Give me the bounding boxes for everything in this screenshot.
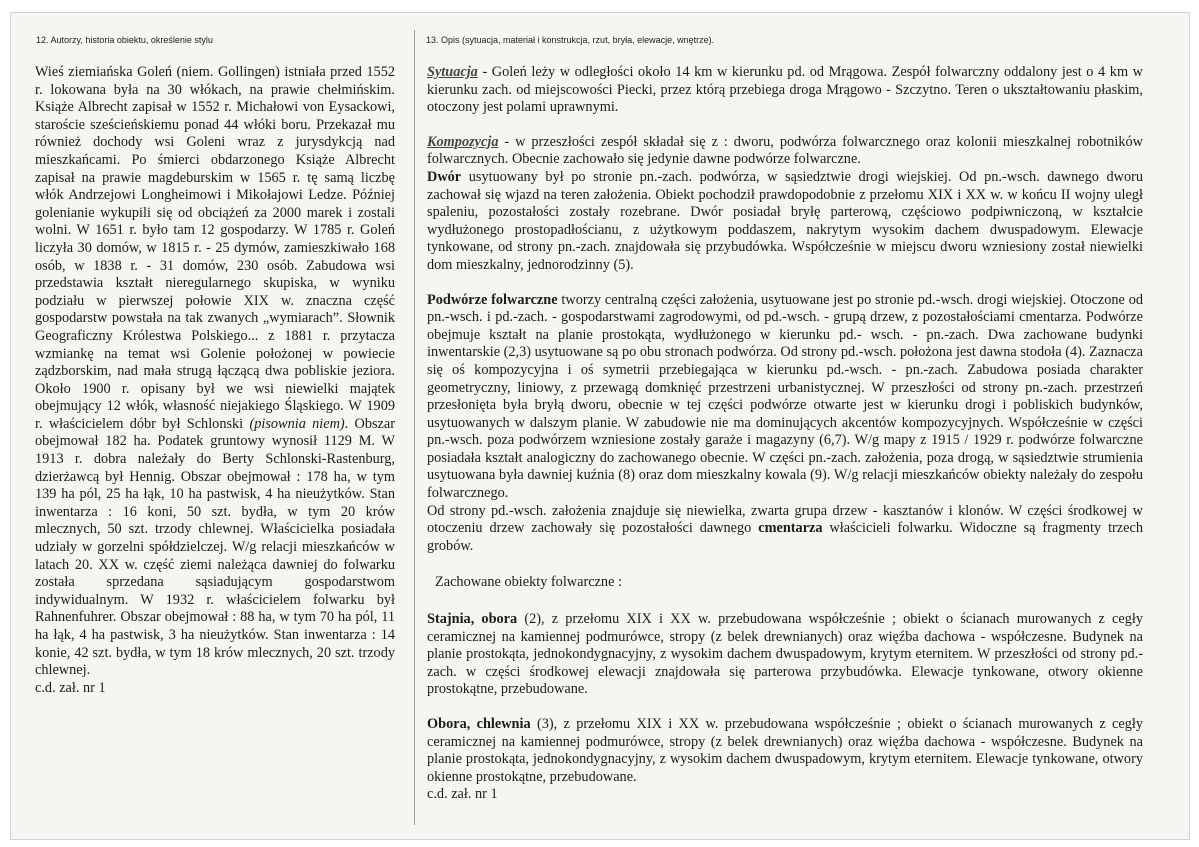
- dwor-text: usytuowany był po stronie pn.-zach. podwórza, w sąsiedztwie drogi wiejskiej. Od pn.-wsch. dawnego dworu zachował się wjazd na teren założenia. Obiekt pochodził prawdopodobnie z przełomu XIX i XX w. w końcu II wojny uległ spaleniu, pozostałości zostały rozebrane. Dwór posiadał bryłę parterową, częściowo podpiwniczoną, w kształcie wydłużonego prostopadłościanu, z użytkowym poddaszem, nakrytym wysokim dachem dwuspadowym. Elewacje tynkowane, od strony pn.-zach. znajdowała się przybudówka. Współcześnie w miejscu dworu wzniesiony został niewielki dom mieszkalny, jednorodzinny (5).: [427, 168, 1143, 273]
- dwor-paragraph: [427, 169, 1143, 275]
- left-section-header: 12. Autorzy, historia obiektu, określenie stylu: [36, 35, 213, 45]
- obora-paragraph: [427, 716, 1143, 786]
- history-text-part1: Wieś ziemiańska Goleń (niem. Gollingen) istniała przed 1552 r. lokowana była na 30 włókach, na prawie chełmińskim. Książe Albrecht zapisał w 1552 r. Michałowi von Eysackowi, staroście sześcieńskiemu ponad 44 włóki boru. Przekazał mu również dochody wsi Goleni wraz z jurysdykcją nad mieszkańcami. Po śmierci obdarzonego Książe Albrecht zapisał na prawie magdeburskim w 1565 r. tę samą liczbę włók Andrzejowi Longheimowi i Mikołajowi Ledze. Później golenianie wykupili się od obciążeń za 2000 marek i zostali wolni. W 1651 r. było tam 12 gospodarzy. W 1785 r. Goleń liczyła 30 domów, w 1815 r. - 25 dymów, zamieszkiwało 168 osób, w 1838 r. - 31 domów, 230 osób. Zabudowa wsi przedstawia kształt nieregularnego skupiska, w wyniku podziału w pierwszej połowie XIX w. znaczna część gospodarstw powstała na tak zwanych „wymiarach”. Słownik Geograficzny Królestwa Polskiego... z 1881 r. przytacza wzmiankę na temat wsi Golenie położonej w powiecie ządzborskim, nad mała strugą łączącą dwa pobliskie jeziora. Około 1900 r. opisany był we wsi niewielki majątek obejmujący 12 włók, własność niejakiego Śląskiego. W 1909 r. właścicielem dóbr był Schlonski: [35, 64, 395, 432]
- drzewa-text-2: właścicieli folwarku. Widoczne są fragmenty trzech grobów.: [427, 520, 1143, 554]
- sytuacja-text: - Goleń leży w odległości około 14 km w kierunku pd. od Mrągowa. Zespół folwarczny oddalony jest o 4 km w kierunku zach. od miejscowości Piecki, przez którą przebiega droga Mrągowo - Szczytno. Teren o ukształtowaniu płaskim, otoczony jest polami uprawnymi.: [427, 64, 1143, 116]
- zachowane-heading: Zachowane obiekty folwarczne :: [435, 574, 622, 591]
- description-continuation-note: c.d. zał. nr 1: [427, 786, 498, 803]
- obora-text: (3), z przełomu XIX i XX w. przebudowana współcześnie ; obiekt o ścianach murowanych z cegły ceramicznej na kamiennej podmurówce, stropy (z belek drewnianych) oraz więźba dachowa - współczesne. Budynek na planie prostokąta, jednokondygnacyjny, z wysokim dachem dwuspadowym, krytym eternitem. Elewacje tynkowane, otwory okienne prostokątne, przebudowane.: [427, 716, 1143, 785]
- stajnia-paragraph: [427, 611, 1143, 699]
- history-column: [35, 64, 395, 697]
- kompozycja-paragraph: [427, 134, 1143, 169]
- stajnia-heading: Stajnia, obora: [427, 611, 518, 628]
- podworze-paragraph: [427, 292, 1143, 503]
- drzewa-paragraph: [427, 503, 1143, 556]
- podworze-text: tworzy centralną części założenia, usytuowane jest po stronie pd.-wsch. drogi wiejskiej. Otoczone od pn.-wsch. i pd.-zach. - gospodarstwami zagrodowymi, od pd.-wsch. - grupą drzew, z pozostałościami cmentarza. Podwórze obejmuje kształt na planie prostokąta, wydłużonego w kierunku pd.- wsch. - pn.-zach. Dwa zachowane budynki inwentarskie (2,3) usytuowane są po obu stronach podwórza. Od strony pd.-wsch. położona jest dawna stodoła (4). Zaznacza się oś kompozycyjna i oś symetrii przebiegająca w kierunku pd.-wsch. - pn.-zach. Zabudowa posiada charakter geometryczny, liniowy, z przewagą domknięć przestrzeni urbanistycznej. W przeszłości od strony pn.-zach. przestrzeń przesłonięta była bryłą dworu, obecnie w tej części podwórze otwarte jest w kierunku drogi i pobliskich budynków, usytuowanych w dalszym planie. W zabudowie nie ma dominujących akcentów kompozycyjnych. Współcześnie w części pn.-wsch. poza podwórzem wzniesione zostały garaże i magazyny (6,7). W/g mapy z 1915 / 1929 r. podwórze folwarczne posiadała kształt analogiczny do zachowanego obecnie. W części pn.-zach. założenia, poza drogą, w sąsiedztwie strumienia usytuowana była dawniej kuźnia (8) oraz dom mieszkalny kowala (9). W/g relacji mieszkańców obiekty należały do zespołu folwarcznego.: [427, 291, 1143, 502]
- column-divider: [414, 30, 415, 825]
- right-section-header: 13. Opis (sytuacja, materiał i konstrukcja, rzut, bryła, elewacje, wnętrze).: [426, 35, 715, 45]
- history-text: [35, 64, 395, 680]
- history-text-part2: . Obszar obejmował 182 ha. Podatek gruntowy wynosił 1129 M. W 1913 r. dobra należały do Berty Schlonski-Rastenburg, dzierżawcą był Hennig. Obszar obejmował : 178 ha, w tym 139 ha pól, 25 ha łąk, 10 ha pastwisk, 4 ha nieużytków. Stan inwentarza : 16 koni, 50 szt. bydła, w tym 20 krów mlecznych, 50 szt. trzody chlewnej. Właścicielka posiadała udziały w gorzelni spółdzielczej. W/g relacji mieszkańców w latach 20. XX w. część ziemi należąca dawniej do folwarku została sprzedana sąsiadującym gospodarstwom indywidualnym. W 1932 r. właścicielem folwarku był Rahnenfuhrer. Obszar obejmował : 88 ha, w tym 70 ha pól, 11 ha łąk, 4 ha pastwisk, 3 ha nieużytków. Stan inwentarza : 14 konie, 42 szt. bydła, w tym 18 krów mlecznych, 20 szt. trzody chlewnej.: [35, 415, 396, 679]
- obora-heading: Obora, chlewnia: [427, 716, 531, 732]
- kompozycja-text: - w przeszłości zespół składał się z : dworu, podwórza folwarcznego oraz kolonii mieszkalnej robotników folwarcznych. Obecnie zachowało się jedynie dawne podwórze folwarczne.: [427, 133, 1143, 168]
- sytuacja-paragraph: [427, 64, 1143, 117]
- history-text-italic: (pisownia niem): [249, 415, 345, 432]
- description-column: [427, 64, 1143, 804]
- kompozycja-heading: Kompozycja: [427, 133, 499, 150]
- drzewa-text-1: Od strony pd.-wsch. założenia znajduje się niewielka, zwarta grupa drzew - kasztanów i klonów. W części środkowej w otoczeniu drzew zachowały się pozostałości dawnego: [427, 502, 1143, 537]
- dwor-heading: Dwór: [427, 168, 462, 185]
- cmentarz-heading: cmentarza: [758, 520, 823, 537]
- stajnia-text: (2), z przełomu XIX i XX w. przebudowana współcześnie ; obiekt o ścianach murowanych z cegły ceramicznej na kamiennej podmurówce, stropy (z belek drewnianych) oraz więźba dachowa - współczesne. Budynek na planie prostokąta, jednokondygnacyjny, z wysokim dachem dwuspadowym, krytym eternitem. W przeszłości od strony pd.-zach. w części środkowej elewacji znajdowała się parterowa przybudówka. Elewacje tynkowane, otwory okienne prostokątne, przebudowane.: [427, 611, 1143, 698]
- podworze-heading: Podwórze folwarczne: [427, 291, 558, 308]
- sytuacja-heading: Sytuacja: [427, 64, 478, 80]
- history-continuation-note: c.d. zał. nr 1: [35, 679, 106, 696]
